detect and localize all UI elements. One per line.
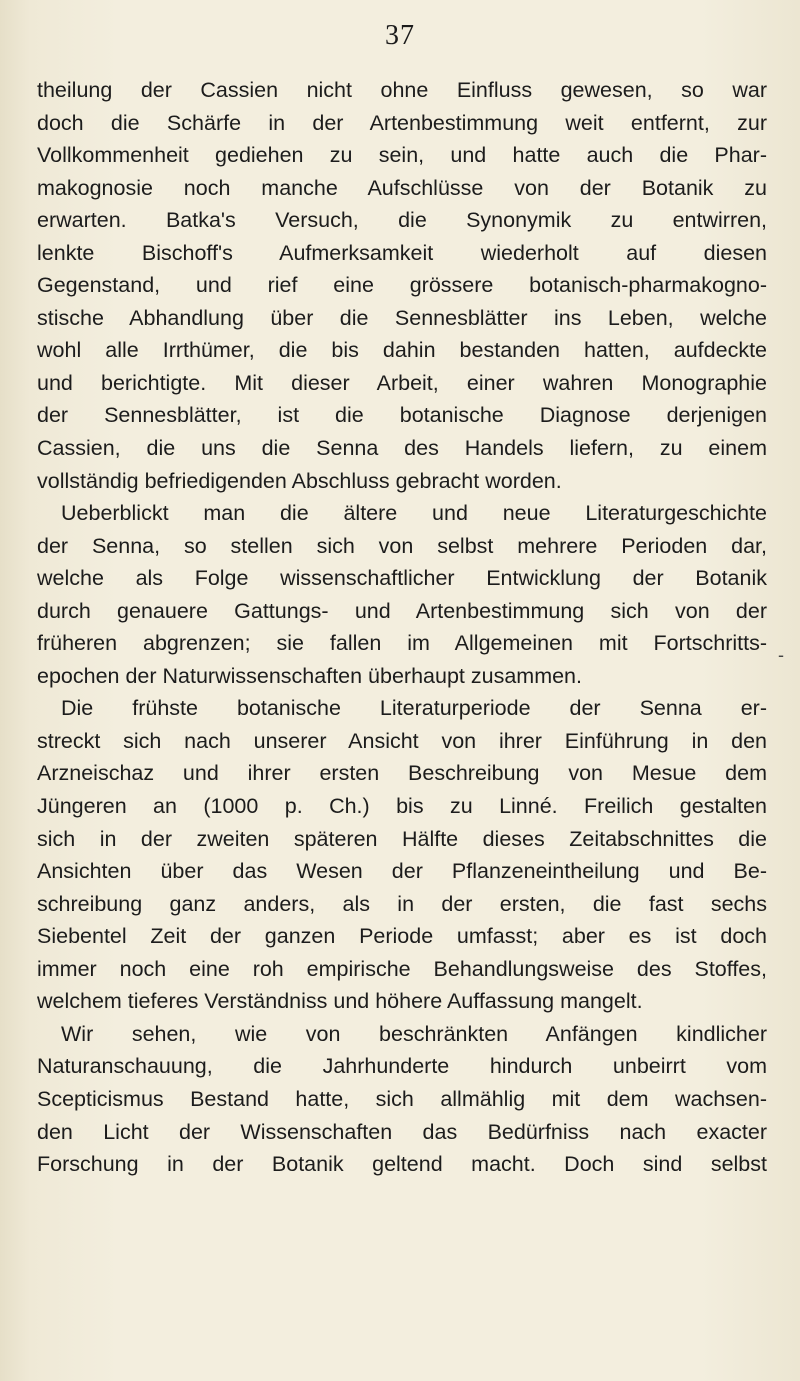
text-line: Naturanschauung, die Jahrhunderte hindurch unbeirrt vom bbox=[37, 1054, 767, 1079]
text-line: streckt sich nach unserer Ansicht von ihrer Einführung in den bbox=[37, 728, 767, 753]
text-line: der Senna, so stellen sich von selbst mehrere Perioden dar, bbox=[37, 533, 767, 558]
text-line: welchem tieferes Verständniss und höhere Auffassung mangelt. bbox=[37, 989, 643, 1014]
text-line: immer noch eine roh empirische Behandlungsweise des Stoffes, bbox=[37, 956, 767, 981]
text-line: Forschung in der Botanik geltend macht. Doch sind selbst bbox=[37, 1152, 767, 1177]
margin-mark: - bbox=[778, 645, 784, 665]
text-line: Jüngeren an (1000 p. Ch.) bis zu Linné. Freilich gestalten bbox=[37, 794, 767, 819]
text-line: Die frühste botanische Literaturperiode der Senna er- bbox=[61, 696, 767, 721]
text-line: Scepticismus Bestand hatte, sich allmählig mit dem wachsen- bbox=[37, 1086, 767, 1111]
text-line: Wir sehen, wie von beschränkten Anfängen kindlicher bbox=[61, 1021, 767, 1046]
text-line: Vollkommenheit gediehen zu sein, und hatte auch die Phar- bbox=[37, 143, 767, 168]
text-line: theilung der Cassien nicht ohne Einfluss gewesen, so war bbox=[37, 78, 767, 102]
text-line: Ueberblickt man die ältere und neue Literaturgeschichte bbox=[61, 501, 767, 526]
text-line: Gegenstand, und rief eine grössere botanisch-pharmakogno- bbox=[37, 273, 767, 298]
text-line: Siebentel Zeit der ganzen Periode umfasst; aber es ist doch bbox=[37, 924, 767, 949]
text-line: vollständig befriedigenden Abschluss gebracht worden. bbox=[37, 468, 562, 493]
text-line: stische Abhandlung über die Sennesblätter ins Leben, welche bbox=[37, 305, 767, 330]
text-line: schreibung ganz anders, als in der ersten, die fast sechs bbox=[37, 891, 767, 916]
text-line: sich in der zweiten späteren Hälfte dieses Zeitabschnittes die bbox=[37, 826, 767, 851]
text-line: der Sennesblätter, ist die botanische Diagnose derjenigen bbox=[37, 403, 767, 428]
page-number: 37 bbox=[385, 20, 415, 51]
text-line: erwarten. Batka's Versuch, die Synonymik zu entwirren, bbox=[37, 208, 767, 233]
text-line: Arzneischaz und ihrer ersten Beschreibung von Mesue dem bbox=[37, 761, 767, 786]
text-line: lenkte Bischoff's Aufmerksamkeit wiederholt auf diesen bbox=[37, 240, 767, 265]
text-line: wohl alle Irrthümer, die bis dahin bestanden hatten, aufdeckte bbox=[37, 338, 767, 363]
text-line: den Licht der Wissenschaften das Bedürfniss nach exacter bbox=[37, 1119, 767, 1144]
text-line: Cassien, die uns die Senna des Handels liefern, zu einem bbox=[37, 436, 767, 461]
text-line: doch die Schärfe in der Artenbestimmung weit entfernt, zur bbox=[37, 110, 767, 135]
text-line: durch genauere Gattungs- und Artenbestimmung sich von der bbox=[37, 598, 767, 623]
body-text bbox=[37, 74, 767, 1181]
text-line: epochen der Naturwissenschaften überhaupt zusammen. bbox=[37, 663, 582, 688]
text-line: Ansichten über das Wesen der Pflanzeneintheilung und Be- bbox=[37, 859, 767, 884]
text-line: und berichtigte. Mit dieser Arbeit, einer wahren Monographie bbox=[37, 370, 767, 395]
text-line: welche als Folge wissenschaftlicher Entwicklung der Botanik bbox=[37, 566, 767, 591]
text-line: früheren abgrenzen; sie fallen im Allgemeinen mit Fortschritts- bbox=[37, 631, 767, 656]
text-line: makognosie noch manche Aufschlüsse von der Botanik zu bbox=[37, 175, 767, 200]
